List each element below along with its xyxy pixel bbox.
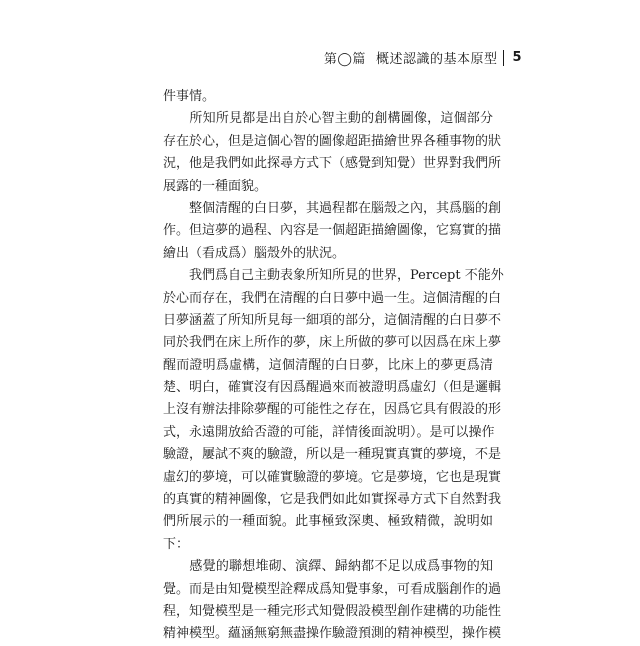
running-header	[324, 48, 522, 67]
header-divider	[503, 50, 504, 66]
text-line: 上沒有辦法排除夢醒的可能性之存在，因爲它具有假設的形	[163, 402, 502, 418]
text-line: 於心而存在，我們在清醒的白日夢中過一生。這個清醒的白	[163, 290, 502, 306]
text-line: 存在於心，但是這個心智的圖像超距描繪世界各種事物的狀	[163, 133, 502, 149]
text-line: 驗證，屢試不爽的驗證，所以是一種現實真實的夢境，不是	[163, 447, 502, 463]
text-line: 件事情。	[163, 89, 216, 104]
header-chapter: 第◯篇	[323, 52, 366, 67]
text-line: 們所展示的一種面貌。此事極致深奧、極致精微，說明如	[163, 514, 493, 530]
text-line: 虛幻的夢境，可以確實驗證的夢境。它是夢境，它也是現實	[163, 469, 502, 485]
text-line: 感覺的聯想堆砌、演繹、歸納都不足以成爲事物的知	[163, 559, 493, 575]
text-line: 展露的一種面貌。	[163, 178, 268, 194]
text-line: 楚、明白，確實沒有因爲醒過來而被證明爲虛幻（但是邏輯	[163, 380, 502, 396]
text-line: 作。但這夢的過程、內容是一個超距描繪圖像，它寫實的描	[163, 223, 502, 239]
text-line: 式，永遠開放給否證的可能，詳情後面說明）。是可以操作	[163, 424, 495, 440]
text-line: 下：	[163, 536, 190, 552]
text-line: 日夢涵蓋了所知所見每一細項的部分，這個清醒的白日夢不	[163, 312, 502, 328]
text-line: 所知所見都是出自於心智主動的創構圖像，這個部分	[163, 111, 493, 127]
body-text	[163, 86, 504, 646]
text-line: 精神模型。蘊涵無窮無盡操作驗證預測的精神模型，操作模	[163, 626, 502, 642]
text-line: 整個清醒的白日夢，其過程都在腦殼之內，其爲腦的創	[163, 200, 502, 216]
text-line: 我們爲自己主動表象所知所見的世界，Percept 不能外	[163, 268, 504, 284]
text-line: 覺。而是由知覺模型詮釋成爲知覺事象，可看成腦創作的過	[163, 581, 502, 597]
header-section-title: 概述認識的基本原型	[375, 52, 498, 67]
text-line: 程，知覺模型是一種完形式知覺假設模型創作建構的功能性	[163, 603, 502, 619]
text-line: 的真實的精神圖像，它是我們如此如實探尋方式下自然對我	[163, 492, 502, 508]
text-line: 況，他是我們如此探尋方式下（感覺到知覺）世界對我們所	[163, 156, 502, 172]
text-line: 同於我們在床上所作的夢，床上所做的夢可以因爲在床上夢	[163, 335, 502, 351]
page-number: 5	[512, 50, 522, 65]
text-line: 繪出（看成爲）腦殼外的狀況。	[163, 245, 346, 261]
text-line: 醒而證明爲虛構，這個清醒的白日夢，比床上的夢更爲清	[163, 357, 493, 373]
